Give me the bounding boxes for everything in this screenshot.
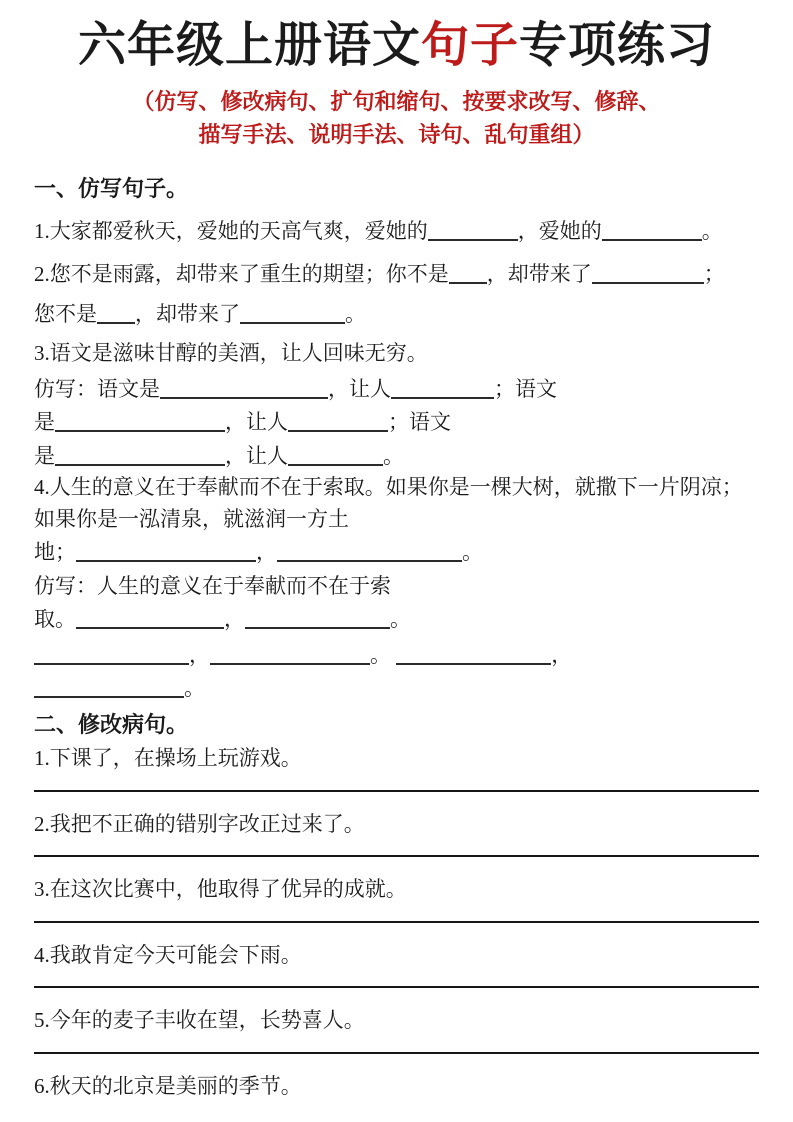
- fill-line: [34, 537, 759, 569]
- line-text: 您不是: [34, 301, 97, 326]
- fill-line: [34, 259, 759, 291]
- answer-blank: [428, 219, 518, 241]
- answer-blank: [34, 643, 189, 665]
- line-text: 取。: [34, 607, 76, 632]
- answer-blank: [76, 540, 256, 562]
- answer-rule: [34, 1052, 759, 1054]
- answer-rule: [34, 855, 759, 857]
- fill-line: [34, 216, 759, 248]
- section-heading-imitation: 一、仿写句子。: [34, 176, 189, 202]
- title-post: 专项练习: [519, 19, 716, 72]
- exercise-sentence: 6.秋天的北京是美丽的季节。: [34, 1073, 302, 1098]
- fill-line: [34, 640, 759, 672]
- line-text: ，让人: [328, 376, 391, 401]
- fill-line: [34, 472, 759, 504]
- line-text: 。: [390, 607, 411, 632]
- line-text: 仿写：语文是: [34, 376, 160, 401]
- exercise-sentence: 5.今年的麦子丰收在望，长势喜人。: [34, 1008, 365, 1033]
- fill-line: [34, 571, 759, 603]
- answer-blank: [34, 676, 184, 698]
- line-text: 1.大家都爱秋天，爱她的天高气爽，爱她的: [34, 218, 428, 243]
- line-text: ；语文: [494, 376, 557, 401]
- fill-line: [34, 407, 759, 439]
- line-text: 。: [184, 676, 205, 701]
- subtitle-line-1: （仿写、修改病句、扩句和缩句、按要求改写、修辞、: [132, 89, 661, 115]
- line-text: ；: [703, 262, 725, 287]
- line-text: 。: [370, 642, 397, 667]
- line-text: 地；: [34, 540, 76, 565]
- answer-blank: [76, 607, 224, 629]
- imitation-exercises: [34, 216, 759, 705]
- title-pre: 六年级上册语文: [77, 19, 421, 72]
- line-text: 4.人生的意义在于奉献而不在于索取。如果你是一棵大树，就撒下一片阴凉；: [34, 475, 743, 500]
- answer-blank: [240, 302, 345, 324]
- line-text: ，让人: [225, 443, 288, 468]
- answer-blank: [449, 262, 487, 284]
- line-text: ，爱她的: [517, 218, 602, 243]
- fill-line: [34, 504, 759, 536]
- title-highlight: 句子: [420, 19, 519, 72]
- page-title: [34, 18, 759, 73]
- answer-blank: [592, 262, 704, 284]
- fill-line: [34, 441, 759, 473]
- fill-line: [34, 673, 759, 705]
- answer-blank: [55, 410, 225, 432]
- answer-blank: [391, 377, 494, 399]
- line-text: 是: [34, 443, 55, 468]
- line-text: ；语文: [388, 410, 451, 435]
- answer-blank: [288, 410, 388, 432]
- correction-exercises: [34, 743, 759, 1102]
- line-text: 是: [34, 410, 55, 435]
- fill-line: [34, 338, 759, 370]
- line-text: 。: [462, 540, 483, 565]
- exercise-sentence: 3.在这次比赛中，他取得了优异的成就。: [34, 877, 407, 902]
- exercise-sentence: 2.我把不正确的错别字改正过来了。: [34, 811, 365, 836]
- answer-blank: [602, 219, 702, 241]
- answer-rule: [34, 986, 759, 988]
- line-text: ，: [256, 540, 277, 565]
- line-text: ，: [224, 607, 245, 632]
- exercise-sentence: 4.我敢肯定今天可能会下雨。: [34, 942, 302, 967]
- line-text: 如果你是一泓清泉，就滋润一方土: [34, 506, 349, 531]
- line-text: 。: [701, 218, 723, 243]
- answer-blank: [210, 643, 370, 665]
- line-text: 。: [383, 443, 404, 468]
- line-text: ，: [551, 642, 573, 667]
- fill-line: [34, 374, 759, 406]
- line-text: ，让人: [225, 410, 288, 435]
- line-text: 。: [345, 301, 366, 326]
- answer-blank: [245, 607, 390, 629]
- answer-blank: [160, 377, 328, 399]
- line-text: ，却带来了: [135, 301, 240, 326]
- answer-blank: [55, 444, 225, 466]
- answer-rule: [34, 921, 759, 923]
- exercise-sentence: 1.下课了，在操场上玩游戏。: [34, 746, 302, 771]
- subtitle: [34, 85, 759, 151]
- answer-rule: [34, 790, 759, 792]
- answer-blank: [396, 643, 551, 665]
- fill-line: [34, 299, 759, 331]
- subtitle-line-2: 描写手法、说明手法、诗句、乱句重组）: [198, 122, 595, 148]
- line-text: 3.语文是滋味甘醇的美酒，让人回味无穷。: [34, 341, 428, 366]
- answer-blank: [97, 302, 135, 324]
- line-text: 仿写：人生的意义在于奉献而不在于索: [34, 573, 391, 598]
- section-heading-correction: 二、修改病句。: [34, 711, 189, 737]
- line-text: ，: [189, 642, 210, 667]
- line-text: ，却带来了: [486, 262, 592, 287]
- line-text: 2.您不是雨露，却带来了重生的期望；你不是: [34, 262, 449, 287]
- fill-line: [34, 604, 759, 636]
- answer-blank: [288, 444, 383, 466]
- answer-blank: [277, 540, 462, 562]
